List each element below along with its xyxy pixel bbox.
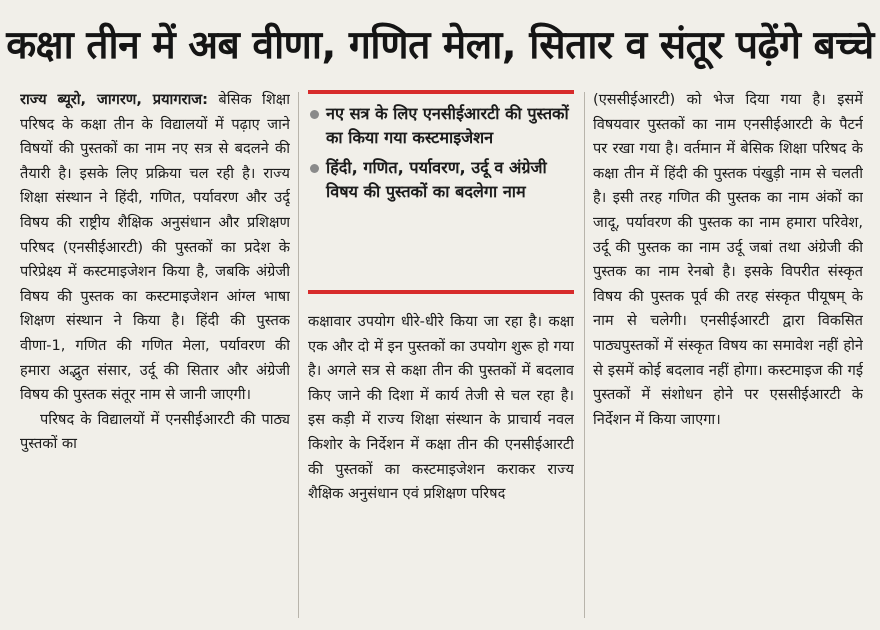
- dateline: राज्य ब्यूरो, जागरण, प्रयागराज:: [20, 91, 208, 108]
- bullet-icon: [310, 110, 319, 119]
- lead-text: बेसिक शिक्षा परिषद के कक्षा तीन के विद्यालयों में पढ़ाए जाने विषयों की पुस्तकों का नाम नए सत्र से बदलने की तैयारी है। इसके लिए प्रक्रिया चल रही है। राज्य शिक्षा संस्थान ने हिंदी, गणित, पर्यावरण और उर्दू विषय की राष्ट्रीय शैक्षिक अनुसंधान और प्रशिक्षण परिषद (एनसीईआरटी) की पुस्तकों का प्रदेश के परिप्रेक्ष्य में कस्टमाइजेशन किया है, जबकि अंग्रेजी विषय की पुस्तक का कस्टमाइजेशन आंग्ल भाषा शिक्षण संस्थान ने किया है। हिंदी की पुस्तक वीणा-1, गणित की गणित मेला, पर्यावरण की हमारा अद्भुत संसार, उर्दू की सितार और अंग्रेजी विषय की पुस्तक संतूर नाम से जानी जाएगी।: [20, 91, 290, 404]
- column-1: [20, 88, 290, 628]
- highlight-text: नए सत्र के लिए एनसीईआरटी की पुस्तकों का किया गया कस्टमाइजेशन: [326, 104, 569, 147]
- column-3: [593, 88, 863, 628]
- paragraph-2: परिषद के विद्यालयों में एनसीईआरटी की पाठ्य पुस्तकों का: [20, 410, 290, 453]
- lead-paragraph: [20, 88, 290, 408]
- highlights-top-rule: [308, 90, 574, 94]
- headline: कक्षा तीन में अब वीणा, गणित मेला, सितार व संतूर पढ़ेंगे बच्चे: [6, 22, 874, 68]
- column-divider-1: [298, 92, 299, 618]
- column-2-text: कक्षावार उपयोग धीरे-धीरे किया जा रहा है। कक्षा एक और दो में इन पुस्तकों का उपयोग शुरू हो गया है। अगले सत्र से कक्षा तीन की पुस्तकों में बदलाव किए जाने की दिशा में कार्य तेजी से चल रहा है। इस कड़ी में राज्य शिक्षा संस्थान के प्राचार्य नवल किशोर के निर्देशन में कक्षा तीन की एनसीईआरटी की पुस्तकों का कस्टमाइजेशन कराकर राज्य शैक्षिक अनुसंधान एवं प्रशिक्षण परिषद: [308, 313, 574, 503]
- highlight-item: [308, 102, 574, 150]
- highlight-text: हिंदी, गणित, पर्यावरण, उर्दू व अंग्रेजी विषय की पुस्तकों का बदलेगा नाम: [326, 158, 547, 201]
- column-3-text: (एससीईआरटी) को भेज दिया गया है। इसमें विषयवार पुस्तकों का नाम एनसीईआरटी के पैटर्न पर रखा गया है। वर्तमान में बेसिक शिक्षा परिषद के कक्षा तीन में हिंदी की पुस्तक पंखुड़ी नाम से चलती है। इसी तरह गणित की पुस्तक का नाम अंकों का जादू, पर्यावरण की पुस्तक का नाम हमारा परिवेश, उर्दू की पुस्तक का नाम उर्दू जबां तथा अंग्रेजी की पुस्तक का नाम रेनबो है। इसके विपरीत संस्कृत विषय की पुस्तक पूर्व की तरह संस्कृत पीयूषम् के नाम से चलेगी। एनसीईआरटी द्वारा विकसित पाठ्यपुस्तकों में संस्कृत विषय का समावेश नहीं होने से इसमें कोई बदलाव नहीं होगा। कस्टमाइज की गई पुस्तकों में संशोधन होने पर एससीईआरटी के निर्देशन में किया जाएगा।: [593, 91, 863, 428]
- column-divider-2: [584, 92, 585, 618]
- column-2: [308, 310, 574, 630]
- highlight-item: [308, 156, 574, 204]
- bullet-icon: [310, 164, 319, 173]
- highlights-bottom-rule: [308, 290, 574, 294]
- highlights-box: [308, 88, 574, 294]
